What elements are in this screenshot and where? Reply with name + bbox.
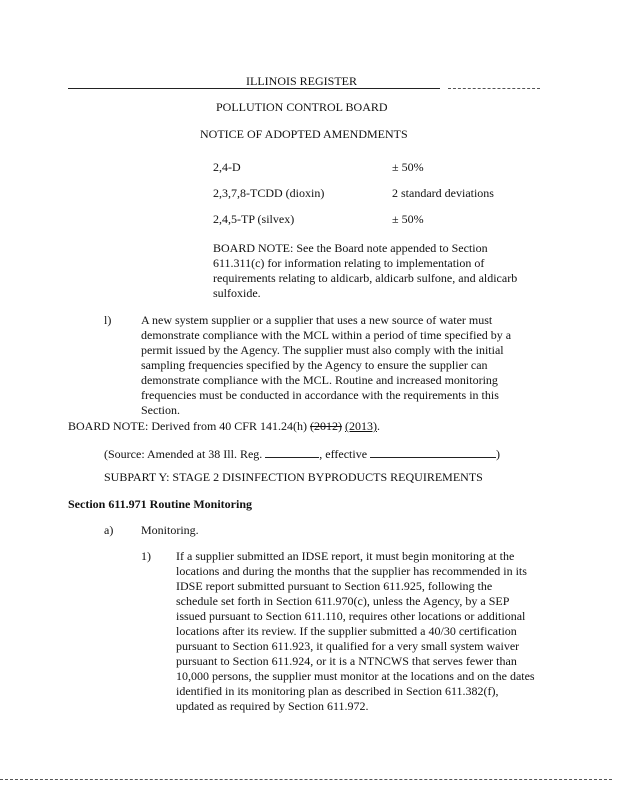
item-a-text: Monitoring. [141,523,199,537]
board-note-derived-text: BOARD NOTE: Derived from 40 CFR 141.24(h) [68,419,310,433]
item-1-line: pursuant to Section 611.923, it qualified for a very small system waiver [176,639,520,653]
item-line: frequencies must be conducted in accordance with the requirements in this [141,388,499,402]
source-prefix: (Source: Amended at 38 Ill. Reg. [104,447,266,461]
board-note-derived [68,419,380,434]
item-line: demonstrate compliance with the MCL within a period of time specified by a [141,328,512,342]
item-1-line: issued pursuant to Section 611.110, requires other locations or additional [176,609,526,623]
item-line: demonstrate compliance with the MCL. Routine and increased monitoring [141,373,498,387]
item-1-line: locations and during the months that the supplier has recommended in its [176,564,527,578]
contaminant-value: ± 50% [392,212,424,226]
contaminant-name: 2,3,7,8-TCDD (dioxin) [213,186,325,200]
source-suffix: ) [496,447,501,461]
item-a-label: a) [104,523,114,537]
period: . [376,419,380,433]
item-label: l) [104,313,112,327]
section-heading: Section 611.971 Routine Monitoring [68,497,253,511]
item-line: permit issued by the Agency. The supplier must also comply with the initial [141,343,504,357]
subpart-title: SUBPART Y: STAGE 2 DISINFECTION BYPRODUCTS REQUIREMENTS [104,470,483,484]
board-note-line: requirements relating to aldicarb, aldicarb sulfone, and aldicarb [213,271,518,285]
source-line [104,446,500,462]
item-1-line: IDSE report submitted pursuant to Section 611.925, following the [176,579,493,593]
item-1-line: 10,000 persons, the supplier must monitor at the locations and on the dates [176,669,535,683]
added-year: (2013) [344,419,377,433]
register-title: ILLINOIS REGISTER [246,74,357,88]
struck-year: (2012) [309,419,342,433]
effective-blank [370,446,496,458]
item-1-line: schedule set forth in Section 611.970(c), unless the Agency, by a SEP [176,594,510,608]
item-line: sampling frequencies specified by the Agency to ensure the supplier can [141,358,488,372]
contaminant-name: 2,4,5-TP (silvex) [213,212,295,226]
source-middle: , effective [319,447,371,461]
item-1-line: updated as required by Section 611.972. [176,699,369,713]
item-line: Section. [141,403,180,417]
item-1-line: identified in its monitoring plan as described in Section 611.382(f), [176,684,499,698]
contaminant-value: ± 50% [392,160,424,174]
contaminant-value: 2 standard deviations [392,186,494,200]
contaminant-name: 2,4-D [213,160,241,174]
reg-blank [265,446,319,458]
header-rule-right [448,88,540,89]
item-1-line: If a supplier submitted an IDSE report, it must begin monitoring at the [176,549,515,563]
notice-title: NOTICE OF ADOPTED AMENDMENTS [200,127,408,141]
item-1-line: pursuant to Section 611.924, or it is a NTNCWS that serves fewer than [176,654,517,668]
item-1-label: 1) [141,549,151,563]
header-rule-left [68,88,110,89]
board-note-line: 611.311(c) for information relating to implementation of [213,256,485,270]
bottom-scan-line [0,779,612,780]
item-1-line: locations after its review. If the supplier submitted a 40/30 certification [176,624,517,638]
board-note-line: sulfoxide. [213,286,261,300]
board-title: POLLUTION CONTROL BOARD [216,100,388,114]
item-line: A new system supplier or a supplier that uses a new source of water must [141,313,493,327]
board-note-line: BOARD NOTE: See the Board note appended to Section [213,241,488,255]
